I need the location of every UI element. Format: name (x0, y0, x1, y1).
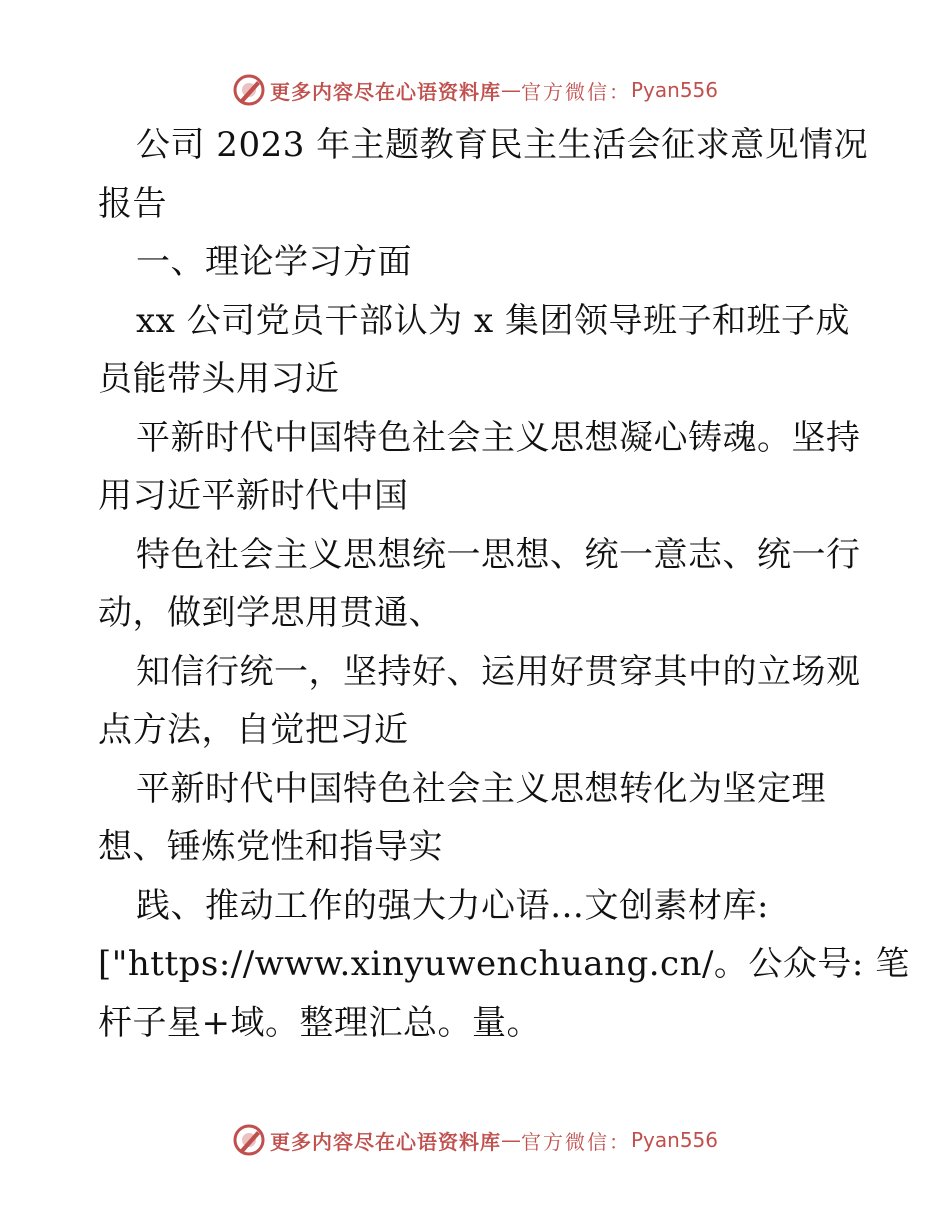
banner-wechat-id: Pyan556 (630, 1128, 718, 1152)
doc-line: 点方法，自觉把习近 (98, 710, 409, 750)
banner-dash: — (500, 78, 521, 102)
banner-dash: — (500, 1128, 521, 1152)
doc-line: 动，做到学思用贯通、 (98, 593, 443, 633)
doc-line: 平新时代中国特色社会主义思想凝心铸魂。坚持 (136, 417, 861, 458)
pen-circle-logo-icon (232, 73, 266, 107)
doc-title-line-2: 报告 (98, 183, 167, 224)
doc-line: xx 公司党员干部认为 x 集团领导班子和班子成 (136, 300, 850, 341)
section-heading: 一、理论学习方面 (136, 242, 412, 282)
doc-line: 想、锤炼党性和指导实 (98, 827, 443, 867)
doc-line: 杆子星+域。整理汇总。量。 (98, 1002, 541, 1043)
doc-line: 特色社会主义思想统一思想、统一意志、统一行 (136, 534, 861, 575)
banner-brand-text: 更多内容尽在心语资料库 (269, 79, 501, 104)
footer-watermark-banner (0, 1120, 950, 1160)
doc-line: 知信行统一，坚持好、运用好贯穿其中的立场观 (136, 651, 861, 692)
header-watermark-banner (0, 70, 950, 110)
doc-line: 员能带头用习近 (98, 359, 340, 399)
doc-line: 用习近平新时代中国 (98, 476, 409, 516)
doc-line: 平新时代中国特色社会主义思想转化为坚定理 (136, 768, 826, 809)
banner-official-label: 官方微信： (520, 79, 631, 104)
document-body (98, 116, 910, 1052)
banner-wechat-id: Pyan556 (630, 78, 718, 102)
doc-line: ["https://www.xinyuwenchuang.cn/。公众号: 笔 (98, 944, 910, 984)
pen-circle-logo-icon (232, 1123, 266, 1157)
banner-official-label: 官方微信： (520, 1129, 631, 1154)
doc-title-line-1: 公司 2023 年主题教育民主生活会征求意见情况 (136, 125, 869, 165)
doc-line: 践、推动工作的强大力心语…文创素材库: (136, 885, 769, 926)
banner-brand-text: 更多内容尽在心语资料库 (269, 1129, 501, 1154)
